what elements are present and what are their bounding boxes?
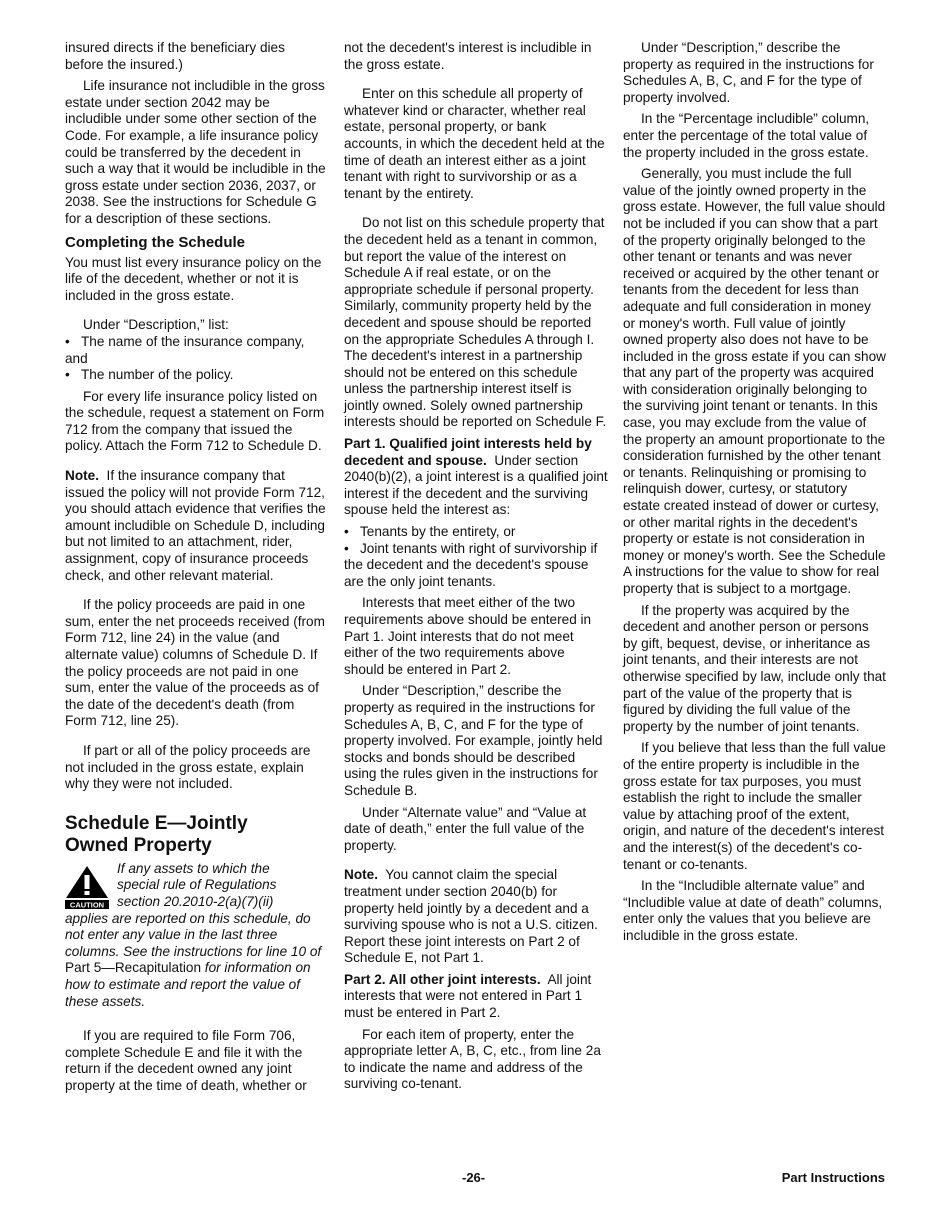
paragraph: If the policy proceeds are paid in one sum, enter the net proceeds received (from Form 712, line 24) in the value (and alternate value) columns of Schedule D. If the policy proceeds are not paid in one sum, enter the value of the proceeds as of the date of the decedent's death (from Form 712, line 25).	[65, 597, 325, 729]
paragraph: If you believe that less than the full value of the entire property is includible in the gross estate for tax purposes, you must establish the right to include the smaller value by attaching proof of the extent, origin, and nature of the decedent's interest and the interest(s) of the decedent's co-tenant or co-tenants.	[623, 740, 886, 872]
caution-line: section 20.2010-2(a)(7)(ii)	[117, 893, 274, 909]
bullet: •	[344, 524, 349, 540]
paragraph: For each item of property, enter the appropriate letter A, B, C, etc., from line 2a to indicate the name and address of the surviving co-tenant.	[344, 1026, 601, 1092]
bullet: •	[344, 540, 349, 556]
part2-text: All joint interests that were not entered in Part 1 must be entered in Part 2.	[344, 971, 592, 1021]
paragraph: Do not list on this schedule property that the decedent held as a tenant in common, but report the value of the interest on Schedule A if real estate, or on the appropriate schedule if personal property. Similarly, community property held by the decedent and spouse should be reported on the appropriate Schedules A through I. The decedent's interest in a partnership should not be entered on this schedule unless the partnership interest itself is jointly owned. Solely owned partnership interests should be reported on Schedule F.	[344, 215, 607, 430]
heading-line: Owned Property	[65, 834, 212, 856]
bullet: •	[65, 367, 70, 383]
list-item-text: The number of the policy.	[81, 367, 234, 383]
paragraph: If you are required to file Form 706, complete Schedule E and file it with the return if the decedent owned any joint property at the time of death, whether or	[65, 1028, 307, 1093]
paragraph: Under “Description,” describe the property as required in the instructions for Schedules A, B, C, and F for the type of property involved. For example, jointly held stocks and bonds should be described using the rules given in the instructions for Schedule B.	[344, 683, 603, 798]
paragraph: Life insurance not includible in the gross estate under section 2042 may be includible under some other section of the Code. For example, a life insurance policy could be transferred by the decedent in such a way that it would be includible in the gross estate under section 2036, 2037, or 2038. See the instructions for Schedule G for a description of these sections.	[65, 78, 326, 226]
part2-label: Part 2. All other joint interests.	[344, 971, 541, 987]
paragraph: Under “Description,” describe the property as required in the instructions for Schedules A, B, C, and F for the type of property involved.	[623, 40, 874, 105]
paragraph: For every life insurance policy listed on the schedule, request a statement on Form 712 from the company that issued the policy. Attach the Form 712 to Schedule D.	[65, 388, 325, 454]
bullet: •	[65, 333, 70, 349]
caution-label: CAUTION	[69, 900, 105, 909]
list-item-text: The name of the insurance company, and	[65, 333, 305, 366]
list-item	[344, 524, 608, 541]
note-text: If the insurance company that issued the policy will not provide Form 712, you should attach evidence that verifies the amount includible on Schedule D, including but not limited to an attachment, rider, assignment, copy of insurance proceeds check, and other relevant material.	[65, 468, 326, 583]
caution-line: special rule of Regulations	[117, 877, 277, 893]
part1-label: Part 1. Qualified joint interests held by decedent and spouse.	[344, 436, 592, 468]
caution-line: for information on how to estimate and report the value of these assets.	[65, 960, 311, 1009]
paragraph: If the property was acquired by the decedent and another person or persons by gift, bequest, devise, or inheritance as joint tenants, and their interests are not otherwise specified by law, include only that part of the value of the property that is figured by dividing the full value of the property by the number of joint tenants.	[623, 602, 886, 734]
paragraph: In the “Percentage includible” column, enter the percentage of the total value of the property included in the gross estate.	[623, 111, 870, 160]
part1-text: Under section 2040(b)(2), a joint interest is a qualified joint interest if the decedent and the surviving spouse held the interest as:	[344, 452, 608, 518]
column-1	[65, 40, 327, 1099]
caution-line: If any assets to which the	[117, 860, 270, 876]
paragraph: You must list every insurance policy on the life of the decedent, whether or not it is included in the gross estate.	[65, 254, 322, 303]
column-2	[344, 40, 608, 1098]
caution-icon	[65, 865, 109, 909]
section-heading-completing: Completing the Schedule	[65, 233, 246, 251]
note-label: Note.	[344, 867, 378, 883]
part1-paragraph	[344, 436, 608, 519]
note-text: You cannot claim the special treatment under section 2040(b) for property held jointly by a decedent and a surviving spouse who is not a U.S. citizen. Report these joint interests on Part 2 of Schedule E, not Part 1.	[344, 867, 598, 966]
list-item	[344, 541, 608, 591]
paragraph: Generally, you must include the full value of the jointly owned property in the gross estate. However, the full value should not be included if you can show that a part of the property originally belonged to the other tenant or tenants and was never received or acquired by the other tenant or tenants from the decedent for less than adequate and full consideration in money or money's worth. Full value of jointly owned property also does not have to be included in the gross estate if you can show that any part of the property was acquired with consideration originally belonging to the surviving joint tenant or tenants. In this case, you may exclude from the value of the property an amount proportionate to the consideration furnished by the other tenant or tenants. Relinquishing or promising to relinquish dower, curtesy, or statutory estate created instead of dower or curtesy, or other marital rights in the decedent's property or estate is not consideration in money or money's worth. See the Schedule A instructions for the value to show for real property that is subject to a mortgage.	[623, 166, 886, 596]
paragraph: In the “Includible alternate value” and “Includible value at date of death” columns, enter only the values that you believe are includible in the gross estate.	[623, 878, 883, 943]
paragraph: Under “Alternate value” and “Value at date of death,” enter the full value of the property.	[344, 804, 587, 853]
paragraph: Interests that meet either of the two requirements above should be entered in Part 1. Joint interests that do not meet either of the two requirements above should be entered in Part 2.	[344, 595, 592, 677]
caution-line: applies are reported on this schedule, do not enter any value in the last three columns. See the instructions for line 10 of	[65, 910, 322, 959]
note-paragraph	[344, 867, 608, 967]
list-item-text: Joint tenants with right of survivorship if the decedent and the decedent's spouse are the only joint tenants.	[344, 540, 598, 589]
column-3	[623, 40, 886, 949]
list-item	[65, 367, 327, 384]
paragraph: not the decedent's interest is includible in the gross estate.	[344, 40, 592, 72]
section-heading-schedule-e	[65, 813, 327, 857]
page-number: -26-	[462, 1170, 486, 1185]
list-item	[65, 334, 327, 367]
paragraph: Enter on this schedule all property of whatever kind or character, whether real estate, personal property, or bank accounts, in which the decedent held at the time of death an interest either as a joint tenant with right to survivorship or as a tenant by the entirety.	[344, 86, 605, 201]
heading-line: Schedule E—Jointly	[65, 812, 248, 834]
part2-paragraph	[344, 972, 608, 1022]
list-item-text: Tenants by the entirety, or	[360, 524, 516, 540]
note-label: Note.	[65, 468, 99, 484]
paragraph: insured directs if the beneficiary dies before the insured.)	[65, 40, 285, 72]
paragraph: If part or all of the policy proceeds are not included in the gross estate, explain why they were not included.	[65, 742, 311, 792]
paragraph: Under “Description,” list:	[83, 317, 229, 333]
caution-reference: Part 5—Recapitulation	[65, 960, 202, 976]
note-paragraph	[65, 468, 327, 584]
footer-section-title: Part Instructions	[781, 1170, 885, 1185]
caution-box	[65, 861, 327, 1010]
